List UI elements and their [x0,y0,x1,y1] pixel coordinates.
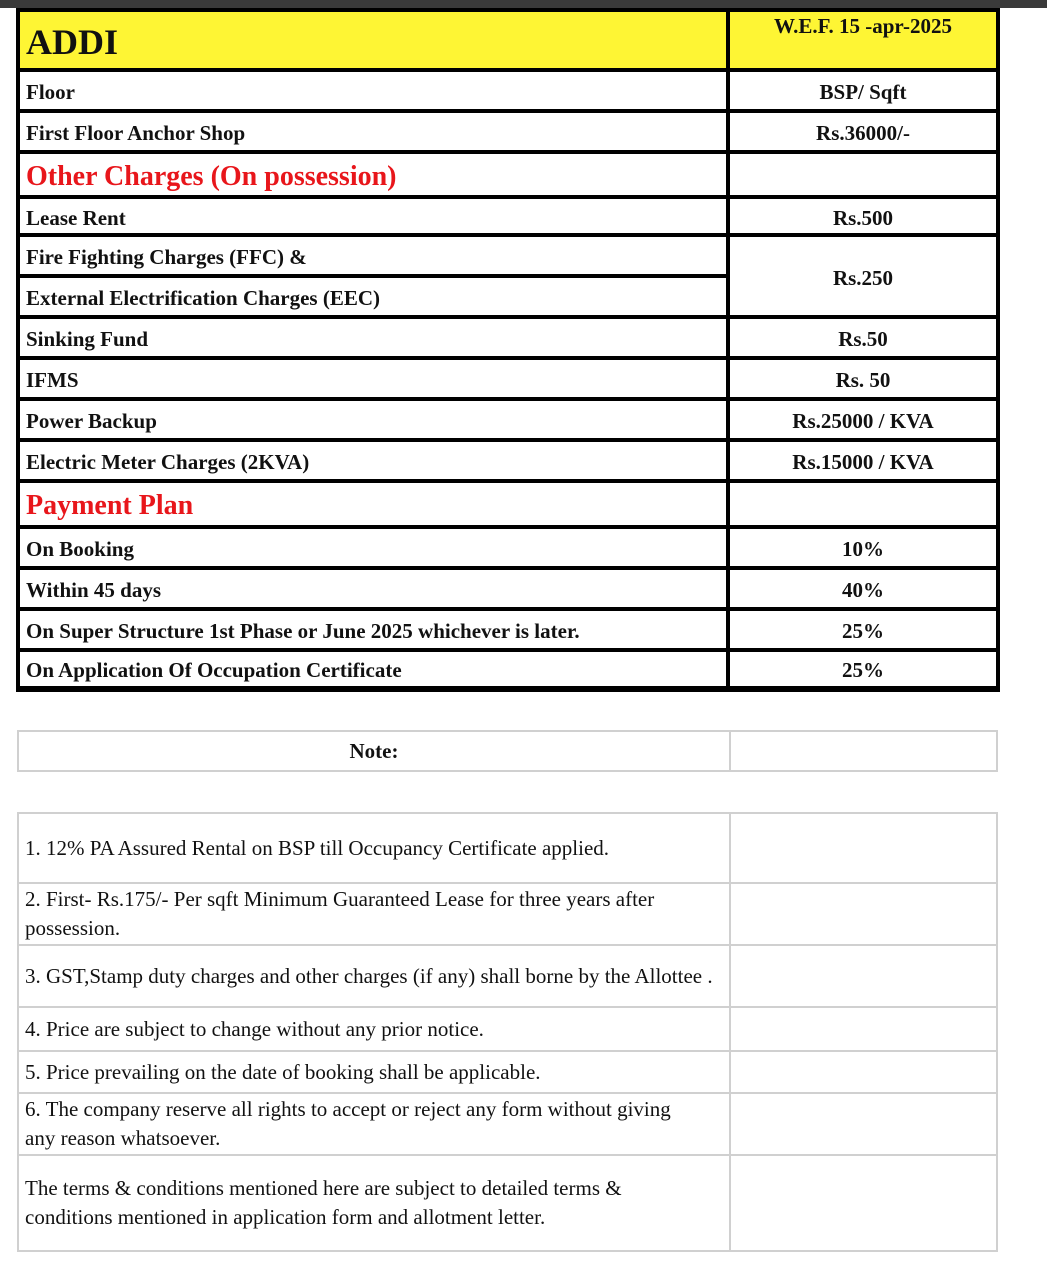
charge-value-ifms: Rs. 50 [726,356,1000,401]
charge-row-power-backup: Power Backup [16,397,730,442]
project-name: ADDI [16,8,730,72]
notes-heading: Note: [17,730,731,772]
payment-row-booking: On Booking [16,525,730,570]
other-charges-heading: Other Charges (On possession) [16,150,730,199]
payment-value-super-structure: 25% [726,607,1000,652]
charge-row-electric-meter: Electric Meter Charges (2KVA) [16,438,730,483]
charge-row-ifms: IFMS [16,356,730,401]
note-item-1-blank [729,812,998,884]
terms-conditions-blank [729,1154,998,1252]
wef-date: W.E.F. 15 -apr-2025 [726,8,1000,72]
charge-row-sinking-fund: Sinking Fund [16,315,730,360]
note-item-3-text: 3. GST,Stamp duty charges and other charges (if any) shall borne by the Allottee . [25,963,713,988]
note-item-3-blank [729,944,998,1008]
charge-value-electric-meter: Rs.15000 / KVA [726,438,1000,483]
charge-value-sinking-fund: Rs.50 [726,315,1000,360]
payment-row-occupation-certificate: On Application Of Occupation Certificate [16,648,730,688]
note-item-4-blank [729,1006,998,1052]
unit-label: First Floor Anchor Shop [16,109,730,154]
note-item-6-text: 6. The company reserve all rights to accept or reject any form without giving any reason whatsoever. [25,1097,671,1150]
payment-plan-heading: Payment Plan [16,479,730,529]
note-item-6-blank [729,1092,998,1156]
unit-price: Rs.36000/- [726,109,1000,154]
charge-value-ffc-eec: Rs.250 [726,233,1000,319]
bsp-column-header: BSP/ Sqft [726,68,1000,113]
note-item-2-text: 2. First- Rs.175/- Per sqft Minimum Guaranteed Lease for three years after possession. [25,887,655,940]
payment-row-super-structure: On Super Structure 1st Phase or June 2025 whichever is later. [16,607,730,652]
other-charges-heading-blank [726,150,1000,199]
note-item-1: 1. 12% PA Assured Rental on BSP till Occupancy Certificate applied. [17,812,731,884]
note-item-5-blank [729,1050,998,1094]
payment-value-occupation-certificate: 25% [726,648,1000,688]
table-bottom-border [16,686,1000,692]
window-top-bar [0,0,1047,8]
note-item-6 [17,1092,731,1156]
floor-column-header: Floor [16,68,730,113]
payment-plan-heading-blank [726,479,1000,529]
terms-conditions-text: The terms & conditions mentioned here are subject to detailed terms & conditions mentioned in application form and allotment letter. [25,1176,622,1229]
note-item-3 [17,944,731,1008]
charge-value-lease-rent: Rs.500 [726,195,1000,237]
charge-value-power-backup: Rs.25000 / KVA [726,397,1000,442]
note-item-2 [17,882,731,946]
charge-row-ffc: Fire Fighting Charges (FFC) & [16,233,730,278]
notes-heading-blank [729,730,998,772]
note-item-5: 5. Price prevailing on the date of booking shall be applicable. [17,1050,731,1094]
payment-row-45-days: Within 45 days [16,566,730,611]
terms-conditions-note [17,1154,731,1252]
note-item-4: 4. Price are subject to change without any prior notice. [17,1006,731,1052]
payment-value-45-days: 40% [726,566,1000,611]
payment-value-booking: 10% [726,525,1000,570]
note-item-2-blank [729,882,998,946]
charge-row-eec: External Electrification Charges (EEC) [16,274,730,319]
charge-row-lease-rent: Lease Rent [16,195,730,237]
